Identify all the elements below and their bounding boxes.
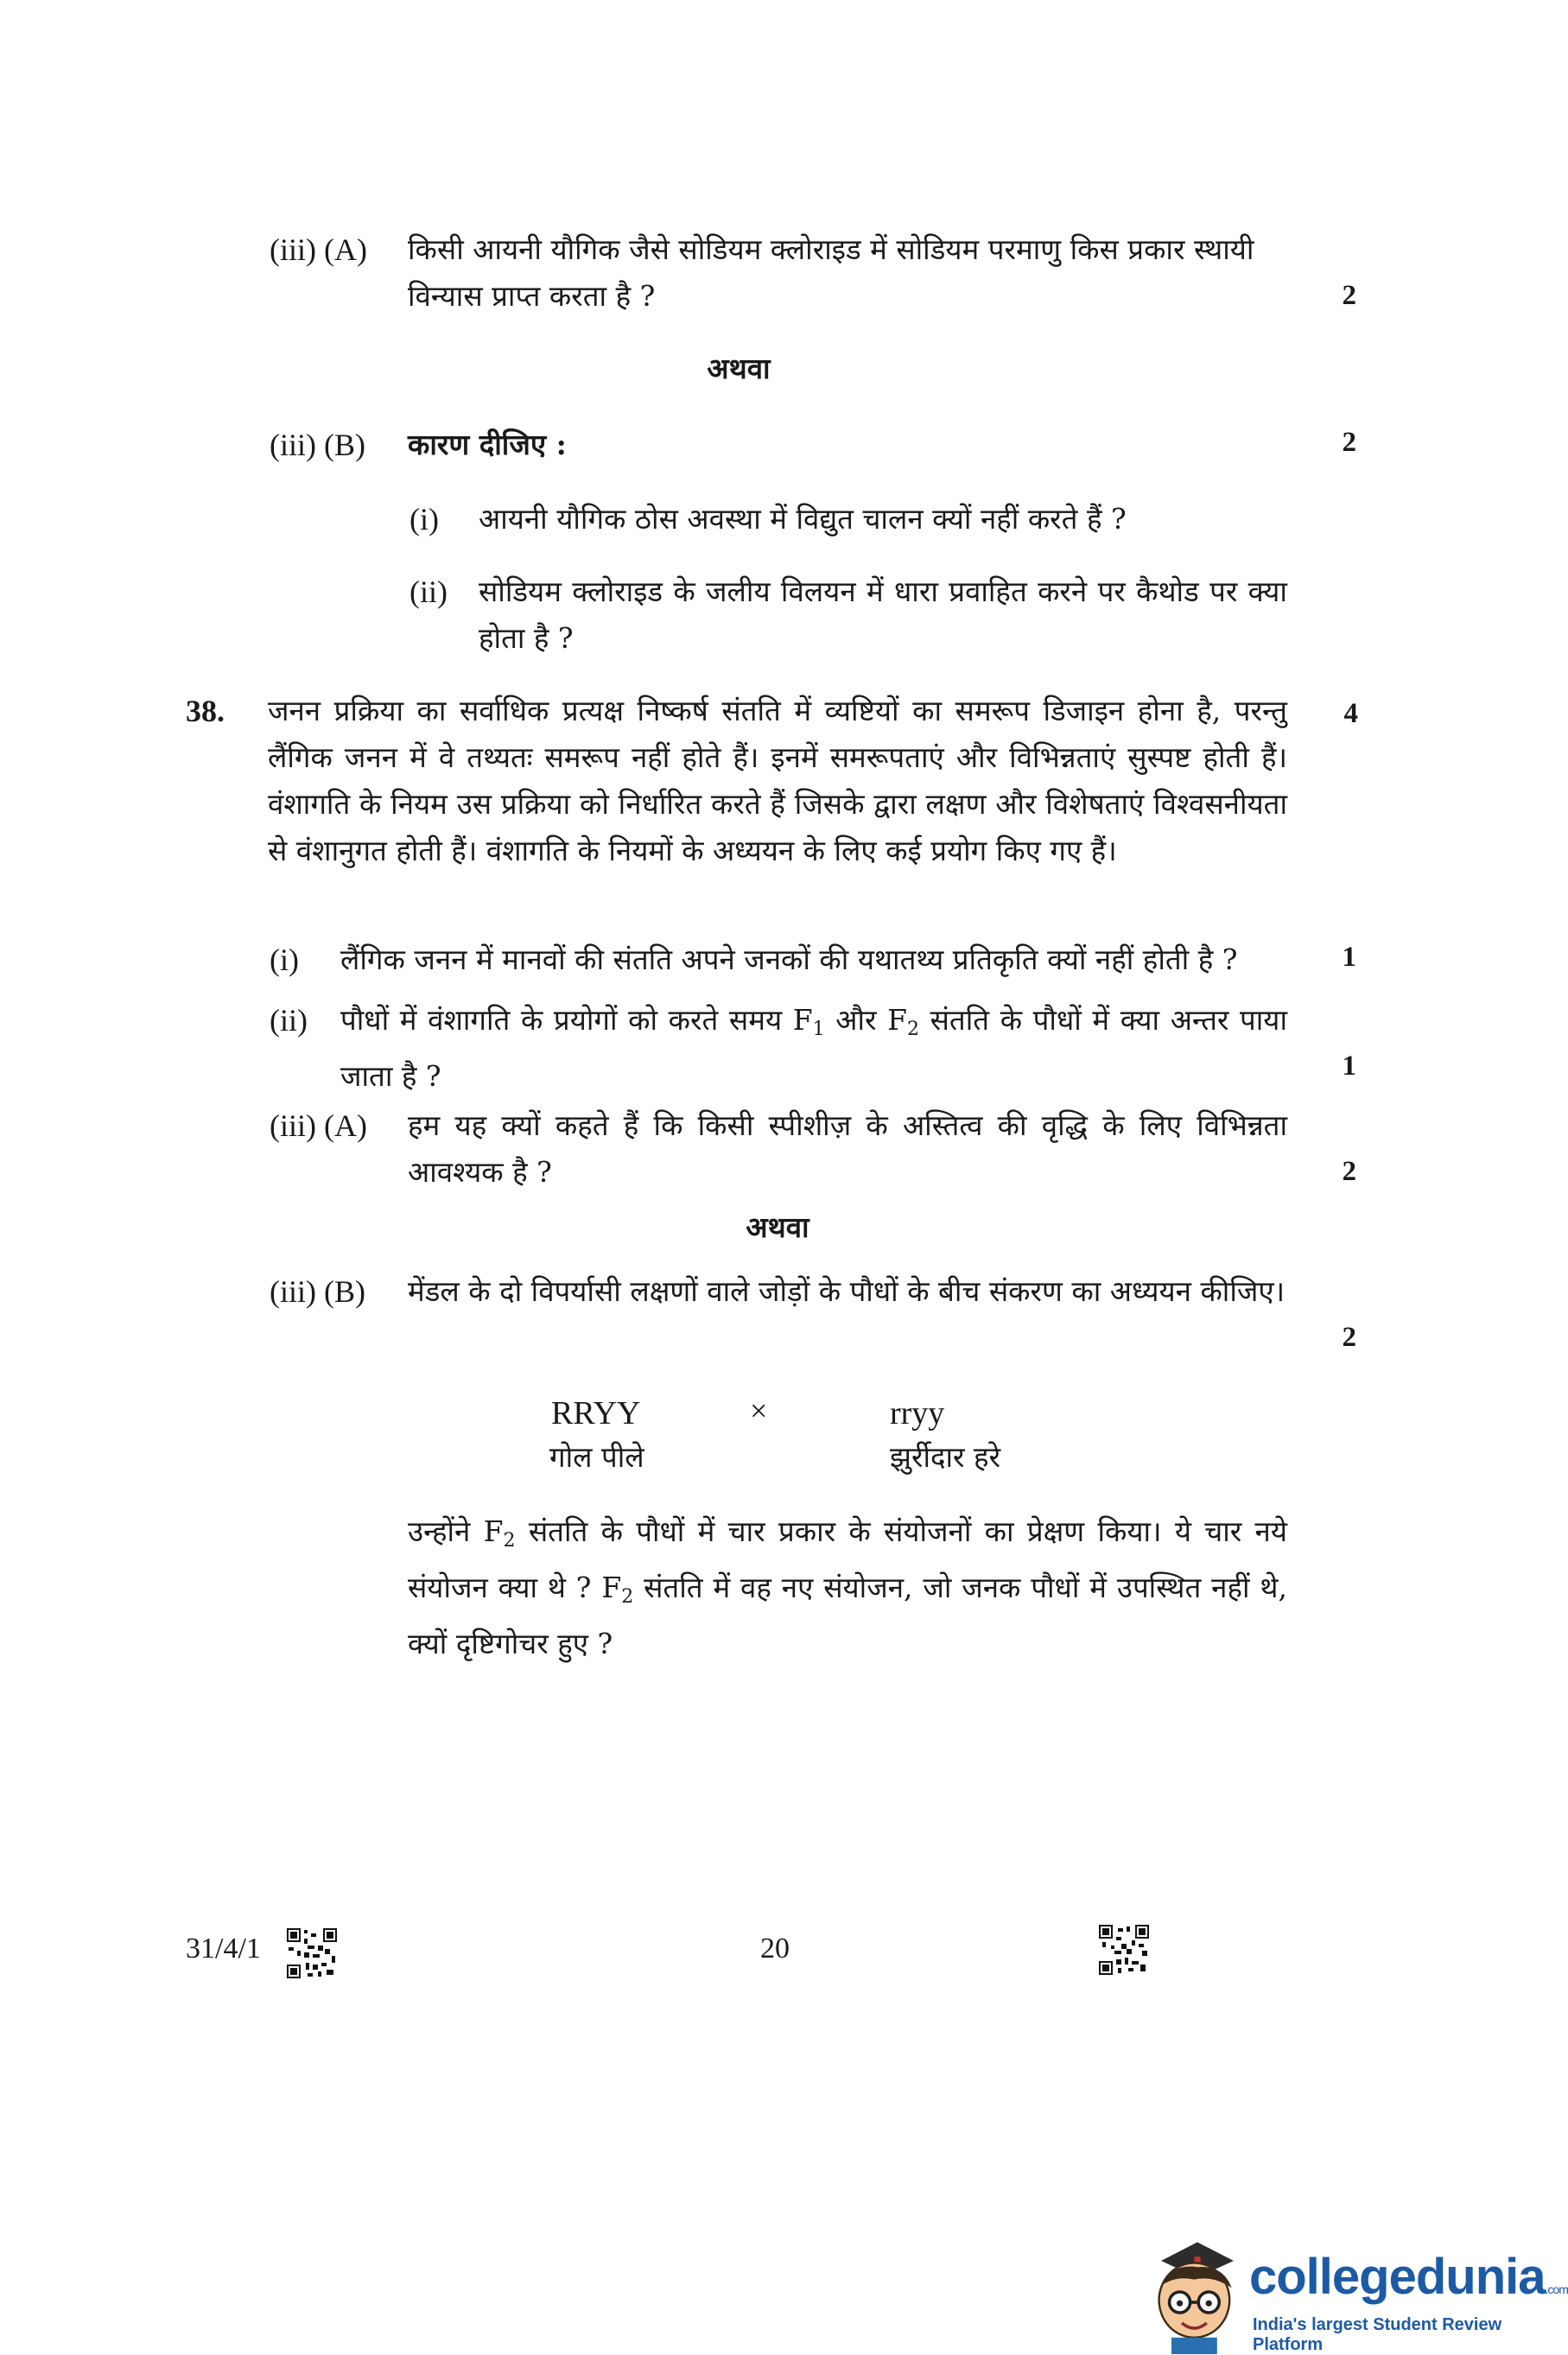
cross-right-gene: rryy [890, 1395, 945, 1431]
followup-sub1: 2 [503, 1530, 516, 1552]
q37-iii-a-line2: विन्यास प्राप्त करता है ? [408, 279, 656, 313]
q38-ii-label: (ii) [270, 1003, 308, 1038]
followup-text-b: संतति के पौधों में चार प्रकार के संयोजनों का प्रेक्षण किया। ये चार नये संयोजन क्या थे ? F [408, 1514, 1287, 1604]
q37-iii-b-label: (iii) (B) [270, 428, 365, 462]
cross-symbol: × [750, 1393, 768, 1428]
q37-iii-b-marks: 2 [1342, 427, 1356, 458]
brand-suffix: .com [1545, 2282, 1568, 2296]
q37-iii-b-i-text: आयनी यौगिक ठोस अवस्था में विद्युत चालन क्यों नहीं करते हैं ? [479, 502, 1127, 536]
followup-sub2: 2 [621, 1586, 634, 1608]
brand-text: collegedunia [1249, 2249, 1546, 2305]
page-number: 20 [760, 1933, 790, 1965]
q37-iii-b-ii-text: सोडियम क्लोराइड के जलीय विलयन में धारा प्रवाहित करने पर कैथोड पर क्या होता है ? [479, 574, 1287, 655]
q38-iii-b-label: (iii) (B) [270, 1274, 365, 1309]
collegedunia-watermark [1140, 2229, 1568, 2355]
q38-iii-b-marks: 2 [1342, 1322, 1356, 1353]
q38-passage: जनन प्रक्रिया का सर्वाधिक प्रत्यक्ष निष्कर्ष संतति में व्यष्टियों का समरूप डिजाइन होना है, परन्तु लैंगिक जनन में वे तथ्यतः समरूप नहीं होते हैं। इनमें समरूपताएं और विभिन्नताएं सुस्पष्ट होती हैं। वंशागति के नियम उस प्रक्रिया को निर्धारित करते हैं जिसके द्वारा लक्षण और विशेषताएं विश्वसनीयता से वंशानुगत होती हैं। वंशागति के नियमों के अध्ययन के लिए कई प्रयोग किए गए हैं। [268, 694, 1287, 867]
qr-code-icon-right [1099, 1925, 1149, 1975]
q38-i-label: (i) [270, 943, 299, 977]
q38-iii-a-marks: 2 [1342, 1156, 1356, 1187]
q37-iii-a-marks: 2 [1342, 280, 1356, 311]
q38-iii-b-text: मेंडल के दो विपर्यासी लक्षणों वाले जोड़ों के पौधों के बीच संकरण का अध्ययन कीजिए। [408, 1274, 1286, 1308]
mascot-icon [1140, 2229, 1244, 2355]
q37-iii-b-title: कारण दीजिए : [408, 428, 567, 461]
q38-ii-marks: 1 [1342, 1051, 1356, 1082]
q37-iii-a-label: (iii) (A) [270, 232, 367, 267]
qr-code-icon-left [287, 1928, 337, 1978]
q38-ii-text-a: पौधों में वंशागति के प्रयोगों को करते समय F [340, 1003, 813, 1037]
q37-iii-a-line1: किसी आयनी यौगिक जैसे सोडियम क्लोराइड में सोडियम परमाणु किस प्रकार स्थायी [408, 232, 1254, 266]
paper-code: 31/4/1 [186, 1933, 261, 1965]
q38-marks: 4 [1343, 698, 1358, 729]
q38-iii-a-text: हम यह क्यों कहते हैं कि किसी स्पीशीज़ के अस्तित्व की वृद्धि के लिए विभिन्नता आवश्यक है ? [408, 1108, 1287, 1189]
followup-text-a: उन्होंने F [408, 1514, 504, 1548]
q38-ii-text-c: संतति के पौधों में क्या अन्तर पाया जाता है ? [340, 1003, 1287, 1093]
q37-iii-b-ii-label: (ii) [409, 574, 448, 609]
brand-tagline: India's largest Student Review Platform [1253, 2315, 1502, 2354]
q38-i-marks: 1 [1342, 942, 1356, 973]
q38-ii-text-b: और F [824, 1003, 907, 1037]
or-divider-2: अथवा [746, 1210, 809, 1244]
q38-ii-sub2: 2 [907, 1019, 919, 1040]
cross-left-gene: RRYY [551, 1395, 641, 1431]
q38-i-text: लैंगिक जनन में मानवों की संतति अपने जनकों की यथातथ्य प्रतिकृति क्यों नहीं होती है ? [340, 943, 1238, 976]
q37-iii-a-text [408, 226, 1285, 320]
followup-text-c: संतति में वह नए संयोजन, जो जनक पौधों में उपस्थित नहीं थे, क्यों दृष्टिगोचर हुए ? [408, 1571, 1287, 1660]
brand-name [1249, 2248, 1568, 2306]
q38-number: 38. [186, 694, 225, 728]
q38-iii-a-label: (iii) (A) [270, 1108, 367, 1143]
q37-iii-b-i-label: (i) [409, 502, 439, 536]
cross-left-desc: गोल पीले [549, 1440, 644, 1474]
or-divider-1: अथवा [707, 352, 771, 385]
q38-iii-b-followup [408, 1508, 1287, 1667]
q38-ii-text [340, 997, 1287, 1100]
q38-ii-sub1: 1 [812, 1019, 825, 1040]
cross-right-desc: झुर्रीदार हरे [890, 1440, 1001, 1474]
